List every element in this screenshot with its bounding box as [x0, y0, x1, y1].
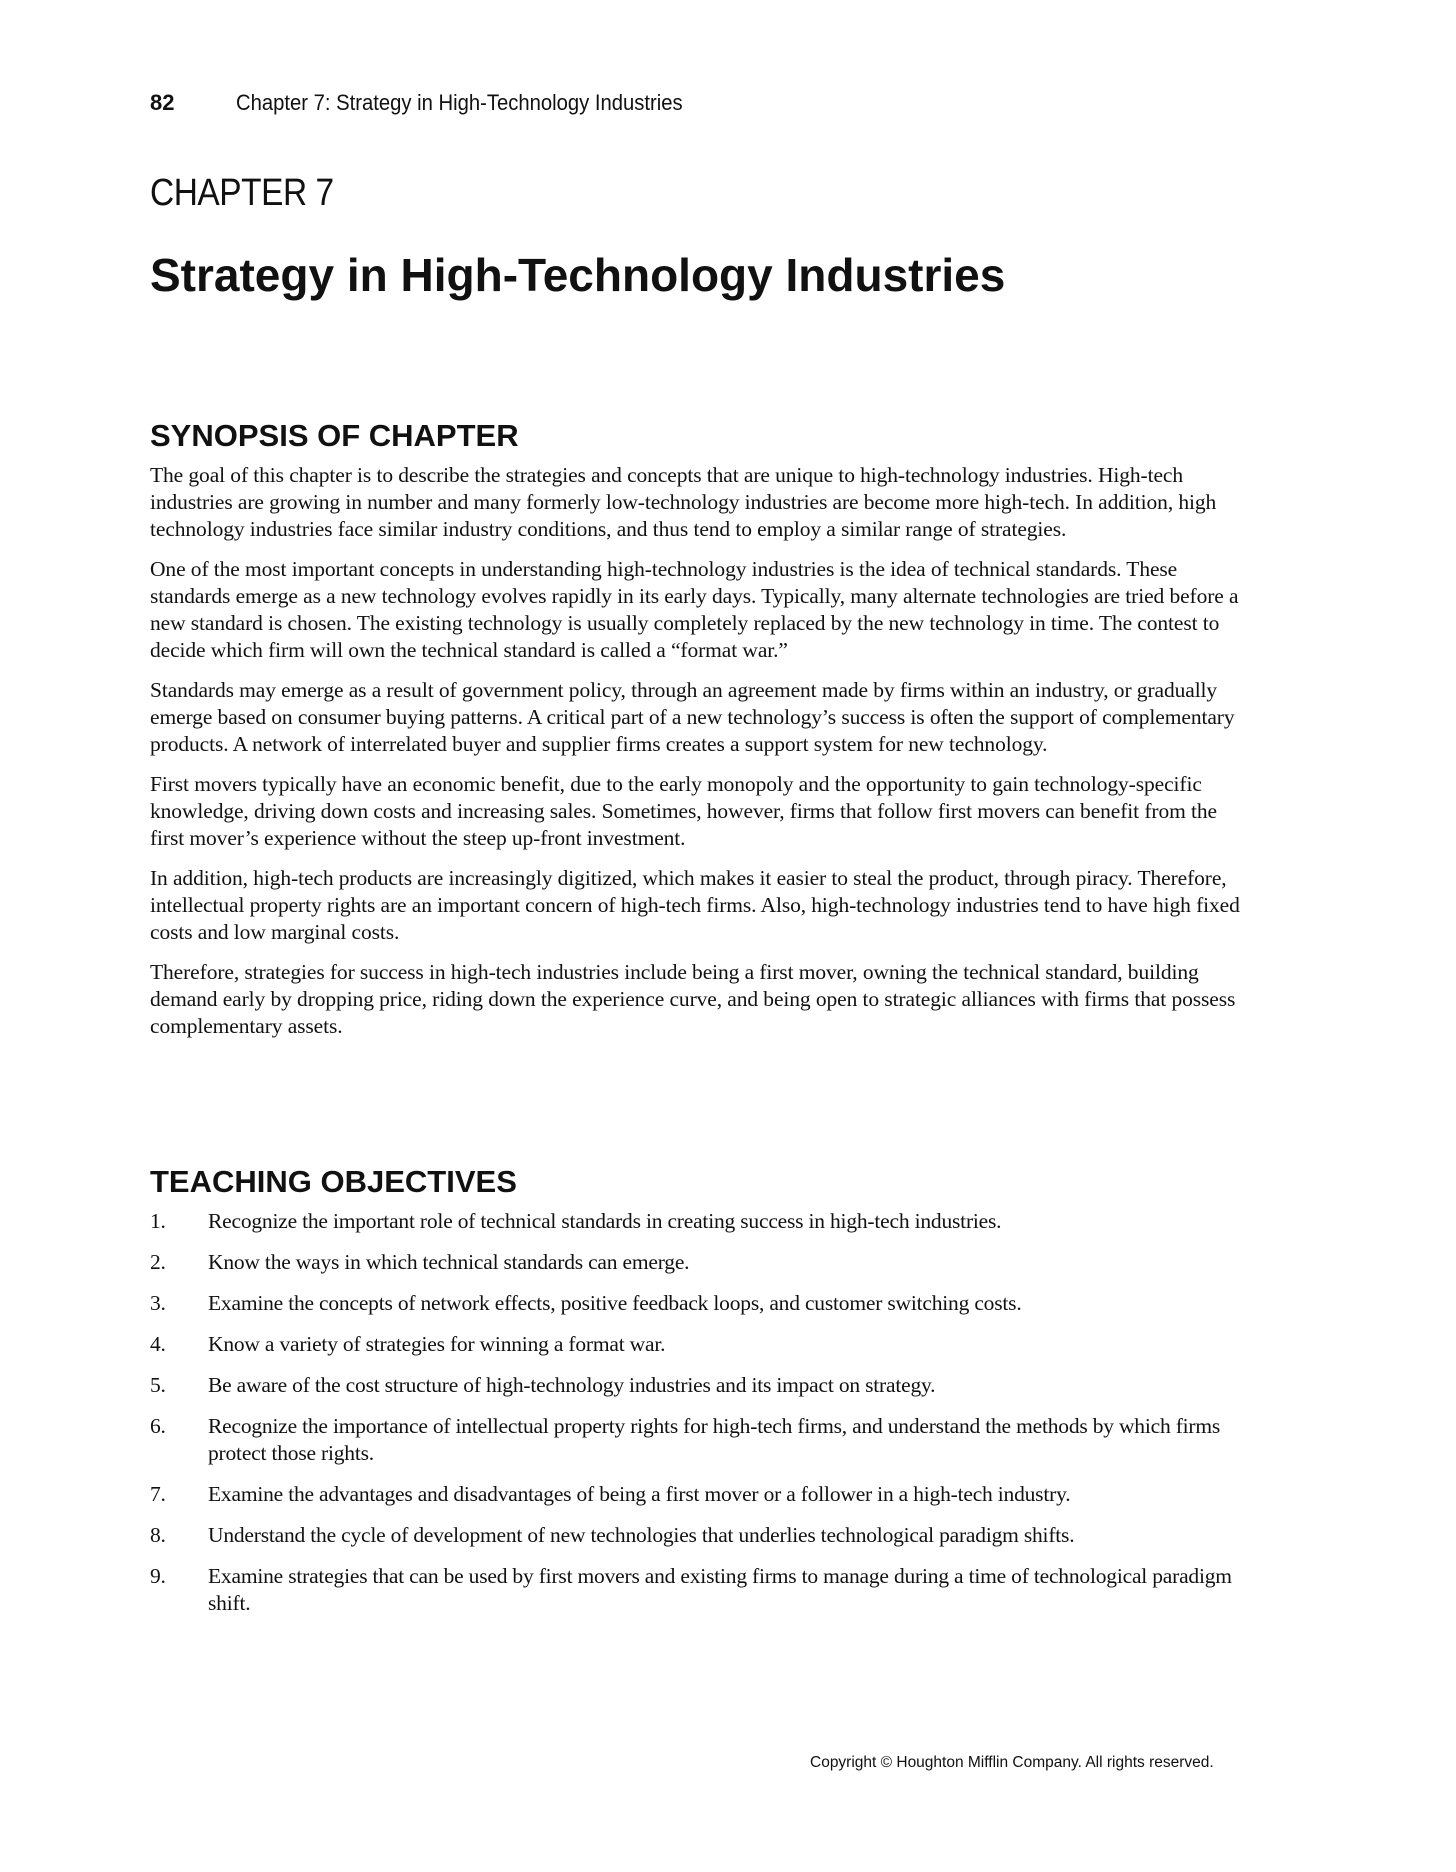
objective-number: 3.: [150, 1291, 166, 1315]
objective-number: 2.: [150, 1250, 166, 1274]
objective-item: [150, 1413, 1240, 1467]
objective-item: [150, 1331, 1240, 1358]
page-number: 82: [150, 90, 175, 115]
chapter-title: Strategy in High-Technology Industries: [150, 249, 1006, 301]
synopsis-section: [150, 418, 1240, 1053]
objective-text: Understand the cycle of development of new technologies that underlies technological paradigm shifts.: [208, 1523, 1075, 1547]
objectives-list: [150, 1208, 1240, 1617]
objective-item: [150, 1290, 1240, 1317]
synopsis-paragraph: Therefore, strategies for success in high-tech industries include being a first mover, owning the technical standard, building demand early by dropping price, riding down the experience curve, and being open to strategic alliances with firms that possess complementary assets.: [150, 960, 1236, 1038]
synopsis-heading: SYNOPSIS OF CHAPTER: [150, 418, 519, 453]
running-title: Chapter 7: Strategy in High-Technology Industries: [236, 90, 683, 115]
objective-text: Examine the concepts of network effects, positive feedback loops, and customer switching costs.: [208, 1291, 1022, 1315]
objective-item: [150, 1563, 1240, 1617]
objective-item: [150, 1249, 1240, 1276]
copyright-footer: Copyright © Houghton Mifflin Company. All rights reserved.: [810, 1754, 1214, 1771]
synopsis-paragraph: Standards may emerge as a result of government policy, through an agreement made by firms within an industry, or gradually emerge based on consumer buying patterns. A critical part of a new technology’s success is often the support of complementary products. A network of interrelated buyer and supplier firms creates a support system for new technology.: [150, 678, 1235, 756]
document-page: [150, 0, 1240, 1872]
objective-item: [150, 1522, 1240, 1549]
synopsis-paragraph: The goal of this chapter is to describe the strategies and concepts that are unique to high-technology industries. High-tech industries are growing in number and many formerly low-technology industries are become more high-tech. In addition, high technology industries face similar industry conditions, and thus tend to employ a similar range of strategies.: [150, 463, 1217, 541]
objective-text: Examine the advantages and disadvantages of being a first mover or a follower in a high-tech industry.: [208, 1482, 1071, 1506]
objective-number: 9.: [150, 1564, 166, 1588]
objective-text: Examine strategies that can be used by first movers and existing firms to manage during a time of technological paradigm shift.: [208, 1564, 1232, 1615]
objective-text: Recognize the importance of intellectual property rights for high-tech firms, and understand the methods by which firms protect those rights.: [208, 1414, 1221, 1465]
objective-item: [150, 1372, 1240, 1399]
objective-text: Be aware of the cost structure of high-technology industries and its impact on strategy.: [208, 1373, 936, 1397]
objective-text: Know the ways in which technical standards can emerge.: [208, 1250, 690, 1274]
objective-text: Recognize the important role of technical standards in creating success in high-tech industries.: [208, 1209, 1002, 1233]
objective-item: [150, 1208, 1240, 1235]
objective-number: 8.: [150, 1523, 166, 1547]
teaching-objectives-section: [150, 1164, 1240, 1631]
synopsis-paragraph: One of the most important concepts in understanding high-technology industries is the idea of technical standards. These standards emerge as a new technology evolves rapidly in its early days. Typically, many alternate technologies are tried before a new standard is chosen. The existing technology is usually completely replaced by the new technology in time. The contest to decide which firm will own the technical standard is called a “format war.”: [150, 557, 1239, 662]
running-header: [150, 90, 721, 116]
objective-number: 4.: [150, 1332, 166, 1356]
objective-text: Know a variety of strategies for winning a format war.: [208, 1332, 666, 1356]
objective-number: 7.: [150, 1482, 166, 1506]
objective-number: 6.: [150, 1414, 166, 1438]
objective-number: 5.: [150, 1373, 166, 1397]
objective-item: [150, 1481, 1240, 1508]
synopsis-paragraph: In addition, high-tech products are increasingly digitized, which makes it easier to steal the product, through piracy. Therefore, intellectual property rights are an important concern of high-tech firms. Also, high-technology industries tend to have high fixed costs and low marginal costs.: [150, 866, 1240, 944]
objectives-heading: TEACHING OBJECTIVES: [150, 1164, 517, 1199]
objective-number: 1.: [150, 1209, 166, 1233]
synopsis-paragraph: First movers typically have an economic benefit, due to the early monopoly and the opportunity to gain technology-specific knowledge, driving down costs and increasing sales. Sometimes, however, firms that follow first movers can benefit from the first mover’s experience without the steep up-front investment.: [150, 772, 1217, 850]
chapter-label: CHAPTER 7: [150, 172, 334, 214]
